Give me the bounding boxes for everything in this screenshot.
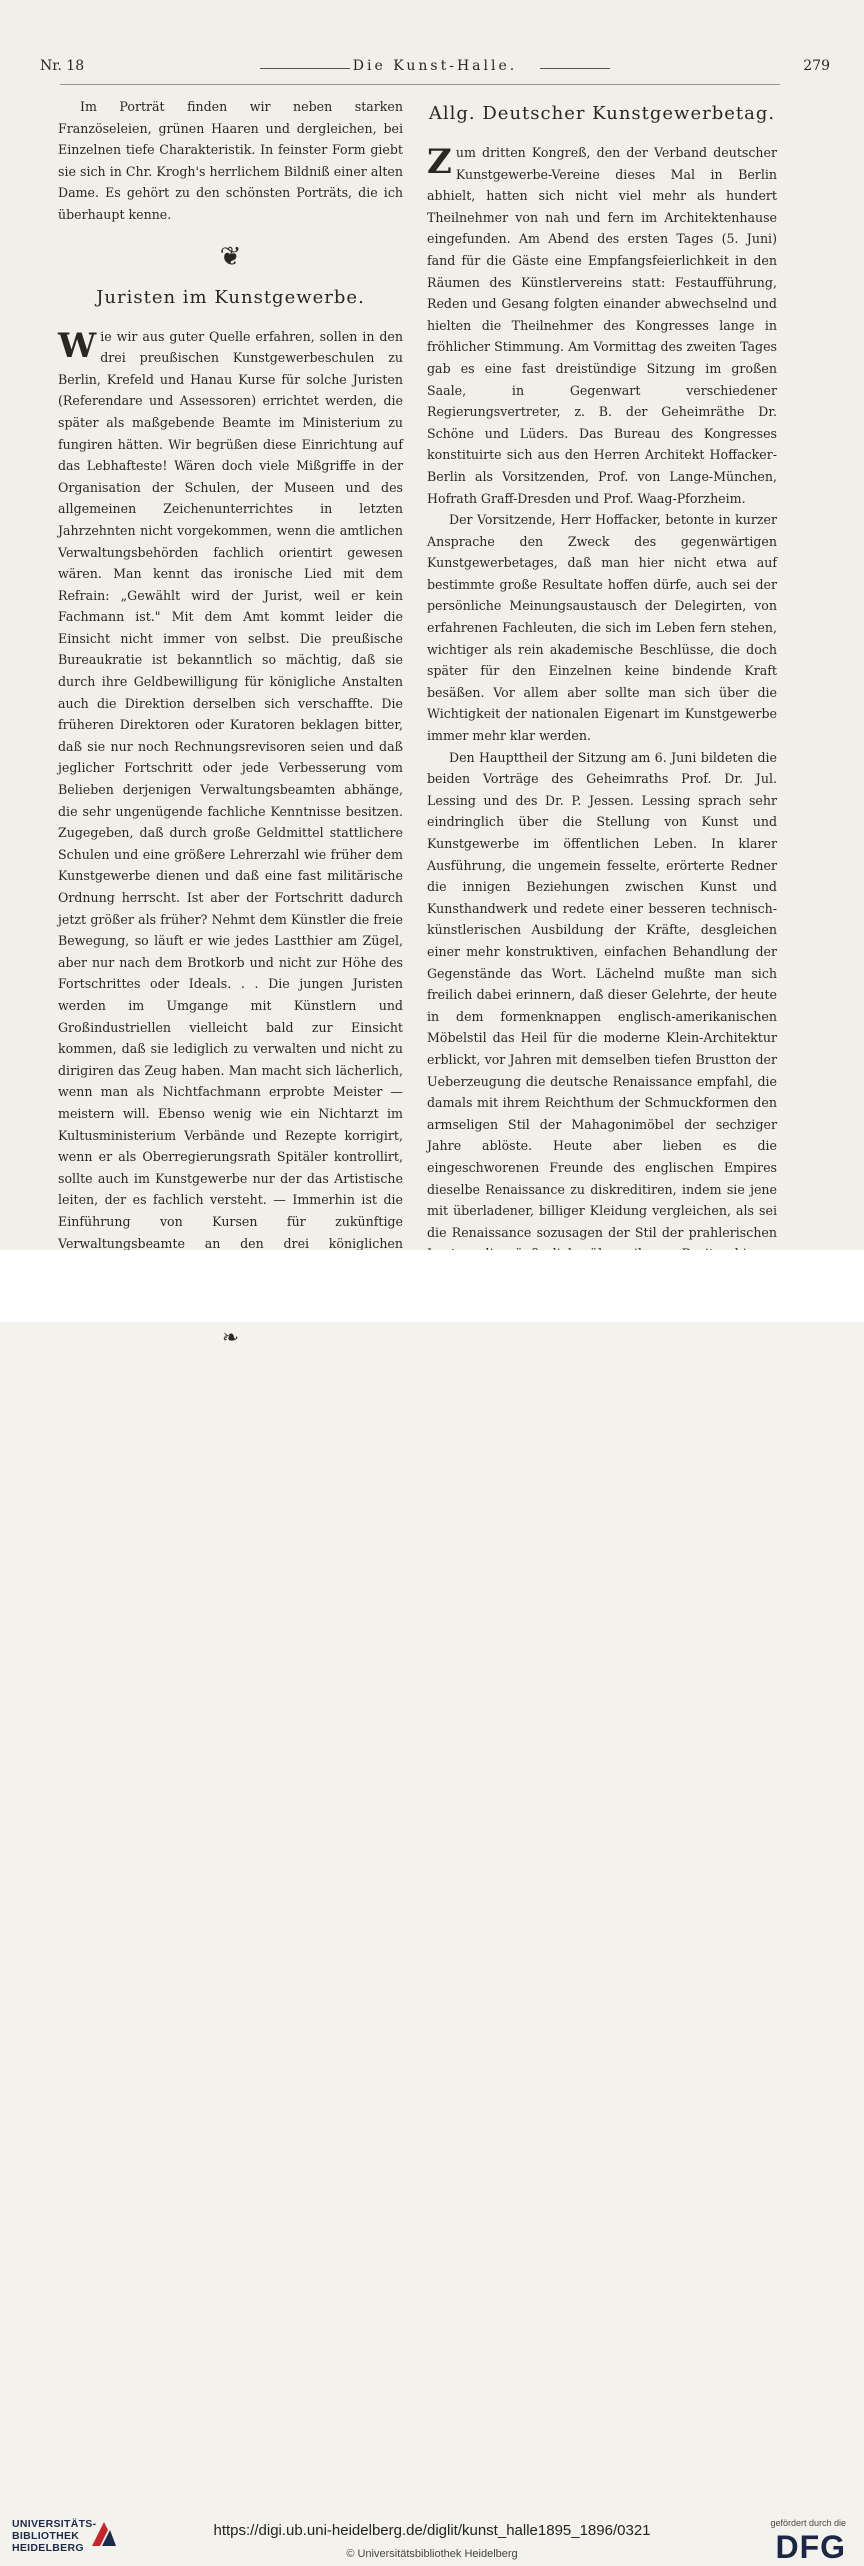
running-header xyxy=(40,58,830,82)
source-url-link[interactable]: https://digi.ub.uni-heidelberg.de/diglit/kunst_halle1895_1896/0321 xyxy=(213,2522,651,2539)
dfg-logo: DFG xyxy=(775,2529,846,2565)
left-column xyxy=(58,96,403,1351)
article-title-juristen: Juristen im Kunstgewerbe. xyxy=(96,286,365,308)
paragraph-text: um dritten Kongreß, den der Verband deutscher Kunstgewerbe-Vereine dieses Mal in Berlin abhielt, hatten sich nicht viel mehr als hundert Theilnehmer von nah und fern im Architektenhause eingefunden. Am Abend des ersten Tages (5. Juni) fand für die Gäste eine Empfangsfeierlichkeit in den Räumen des Künstlervereins statt: Festaufführung, Reden und Gesang folgten einander abwechselnd und hielten die Theilnehmer des Kongresses lange in fröhlicher Stimmung. Am Vormittag des zweiten Tages gab es eine fast dreistündige Sitzung im großen Saale, in Gegenwart verschiedener Regierungsvertreter, z. B. der Geheimräthe Dr. Schöne und Lüders. Das Bureau des Kongresses konstituirte sich aus den Herren Architekt Hoffacker-Berlin als Vorsitzenden, Prof. von Lange-München, Hofrath Graff-Dresden und Prof. Waag-Pforzheim. xyxy=(427,145,777,506)
journal-title: Die Kunst-Halle. xyxy=(352,58,518,74)
header-divider xyxy=(60,84,780,85)
kongress-paragraph-2: Der Vorsitzende, Herr Hoffacker, betonte in kurzer Ansprache den Zweck des gegenwärtigen Kunstgewerbetages, daß man hier nicht etwa auf bestimmte große Resultate hoffen dürfe, auch sei der persönliche Meinungsaustausch der Delegirten, von erfahrenen Fachleuten, die sich im Leben fern stehen, wichtiger als rein akademische Beschlüsse, die doch später für den Einzelnen keine bindende Kraft besäßen. Vor allem aber sollte man sich über die Wichtigkeit der nationalen Eigenart im Kunstgewerbe immer mehr klar werden. xyxy=(427,512,777,744)
library-footer xyxy=(0,1250,864,2565)
library-name: UNIVERSITÄTS- BIBLIOTHEK HEIDELBERG xyxy=(12,2518,97,2554)
page-number: 279 xyxy=(803,58,830,74)
funded-by-label: gefördert durch die xyxy=(770,2518,846,2528)
article-body-juristen xyxy=(58,326,403,1298)
drop-cap: Z xyxy=(427,142,452,182)
header-rule-right xyxy=(540,68,610,69)
end-ornament-icon: ❧ xyxy=(222,1324,239,1349)
ornament-icon: ❦ xyxy=(219,241,242,272)
article-title-kunstgewerbetag: Allg. Deutscher Kunstgewerbetag. xyxy=(428,103,776,124)
drop-cap: W xyxy=(58,325,97,366)
right-column xyxy=(427,96,777,1308)
issue-number: Nr. 18 xyxy=(40,58,85,74)
intro-paragraph: Im Porträt finden wir neben starken Französeleien, grünen Haaren und dergleichen, bei Einzelnen tiefe Charakteristik. In feinster Form giebt sie sich in Chr. Krogh's herrlichem Bildniß einer alten Dame. Es gehört zu den schönsten Porträts, die ich überhaupt kenne. xyxy=(58,99,403,222)
kongress-paragraph-1 xyxy=(427,142,777,509)
article-text: ie wir aus guter Quelle erfahren, sollen in den drei preußischen Kunstgewerbeschulen zu Berlin, Krefeld und Hanau Kurse für solche Juristen (Referendare und Assessoren) errichtet werden, die später als maßgebende Beamte im Ministerium zu fungiren hätten. Wir begrüßen diese Einrichtung auf das Lebhafteste! Wären doch viele Mißgriffe in der Organisation der Schulen, der Museen und des allgemeinen Zeichenunterrichtes in letzten Jahrzehnten nicht vorgekommen, wenn die amtlichen Verwaltungsbehörden fachlich orientirt gewesen wären. Man kennt das ironische Lied mit dem Refrain: „Gewählt wird der Jurist, weil er kein Fachmann ist." Mit dem Amt kommt leider die Einsicht nicht immer von selbst. Die preußische Bureaukratie ist bekanntlich so mächtig, daß sie durch ihre Geldbewilligung für königliche Anstalten auch die Direktion derselben sich verschaffte. Die früheren Direktoren oder Kuratoren beklagen bitter, daß sie nur noch Rechnungsrevisoren seien und daß jeglicher Fortschritt oder jede Verbesserung vom Belieben derjenigen Verwaltungsbeamten abhänge, die sehr ungenügende fachliche Kenntnisse besitzen. Zugegeben, daß durch große Geldmittel stattlichere Schulen und eine größere Lehrerzahl wie früher dem Kunstgewerbe dienen und daß eine fast militärische Ordnung herrscht. Ist aber der Fortschritt dadurch jetzt größer als früher? Nehmt dem Künstler die freie Bewegung, so läuft er wie jedes Lastthier am Zügel, aber nur nach dem Brotkorb und nicht zur Höhe des Fortschrittes oder Ideals. . . Die jungen Juristen werden im Umgange mit Künstlern und Großindustriellen vielleicht bald zur Einsicht kommen, daß sie lediglich zu verwalten und nicht zu dirigiren das Zeug haben. Man macht sich lächerlich, wenn man als Nichtfachmann erprobte Meister — meistern will. Ebenso wenig wie ein Nichtarzt im Kultusministerium Verbände und Rezepte korrigirt, wenn er als Oberregierungsrath Spitäler kontrollirt, sollte auch im Kunstgewerbe nur der das Artistische leiten, der es fachlich versteht. — Immerhin ist die Einführung von Kursen für zukünftige Verwaltungsbeamte an den drei königlichen xyxy=(58,328,403,1251)
copyright-notice: © Universitätsbibliothek Heidelberg xyxy=(346,2548,518,2560)
kongress-paragraph-3: Den Haupttheil der Sitzung am 6. Juni bildeten die beiden Vorträge des Geheimraths Prof. Dr. Jul. Lessing und des Dr. P. Jessen. Lessing sprach sehr eindringlich über die Stellung von Kunst und Kunstgewerbe im öffentlichen Leben. In klarer Ausführung, die ungemein fesselte, erörterte Redner die innigen Beziehungen zwischen Kunst und Kunsthandwerk und redete einer besseren technisch-künstlerischen Ausbildung der Kräfte, desgleichen einer mehr konstruktiven, einfachen Behandlung der Gegenstände das Wort. Lächelnd mußte man sich freilich dabei erinnern, daß dieser Gelehrte, der heute in dem formenknappen englisch-amerikanischen Möbelstil das Heil für die moderne Klein-Architektur erblickt, vor Jahren mit demselben tiefen Brustton der Ueberzeugung die deutsche Renaissance empfahl, die damals mit ihrem Reichthum der Schmuckformen den armseligen Stil der Mahagonimöbel der sechziger Jahre ablöste. Heute aber lieben es die eingeschworenen Freunde des englischen Empires dieselbe Renaissance zu diskreditiren, indem sie jene mit überladener, billiger Kleidung vergleichen, als sei die Renaissance sozusagen der Stil der prahlerischen xyxy=(427,749,777,1240)
